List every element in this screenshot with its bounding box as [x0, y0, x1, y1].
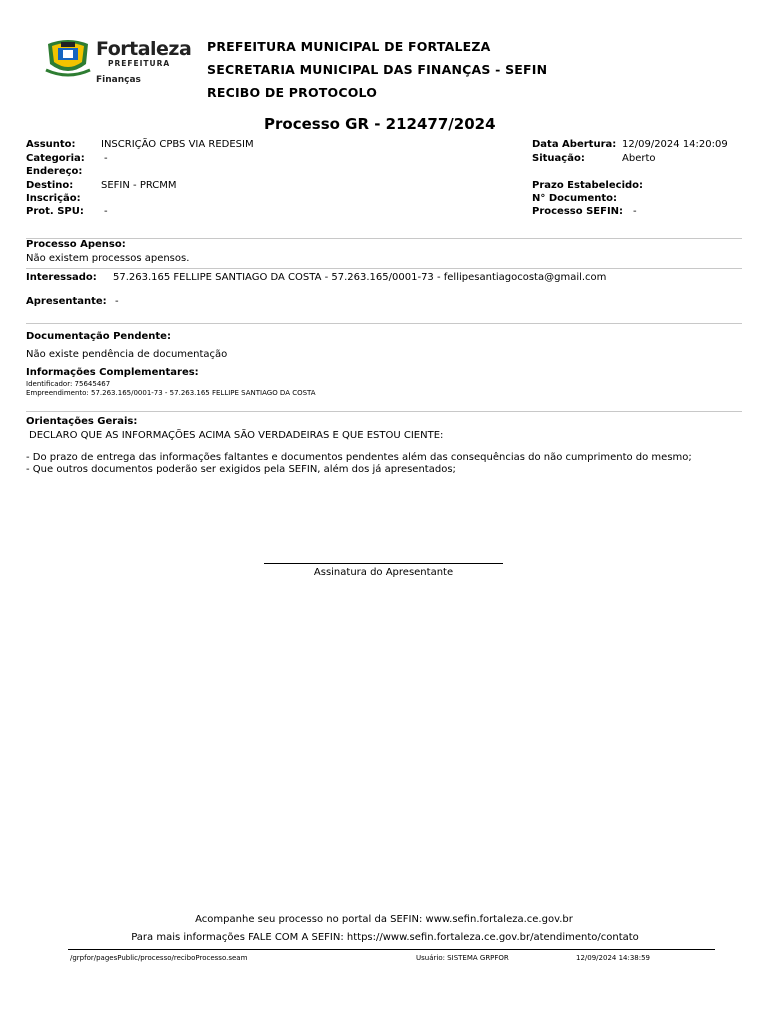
orientacoes-label: Orientações Gerais:: [26, 416, 138, 427]
interessado-label: Interessado:: [26, 272, 97, 283]
inscricao-label: Inscrição:: [26, 193, 81, 204]
prot-spu-label: Prot. SPU:: [26, 206, 84, 217]
header-line-1: PREFEITURA MUNICIPAL DE FORTALEZA: [207, 39, 491, 54]
doc-pendente-value: Não existe pendência de documentação: [26, 349, 228, 360]
logo-department: Finanças: [96, 75, 141, 85]
orientacoes-item-1: - Do prazo de entrega das informações faltantes e documentos pendentes além das consequências do não cumprimento do mesmo;: [26, 452, 692, 463]
signature-label: Assinatura do Apresentante: [313, 567, 454, 578]
process-title: Processo GR - 212477/2024: [264, 115, 496, 133]
apresentante-label: Apresentante:: [26, 296, 107, 307]
footer-timestamp: 12/09/2024 14:38:59: [576, 954, 651, 962]
info-empreendimento: Empreendimento: 57.263.165/0001-73 - 57.263.165 FELLIPE SANTIAGO DA COSTA: [26, 389, 316, 397]
endereco-label: Endereço:: [26, 166, 83, 177]
footer-portal-line: Acompanhe seu processo no portal da SEFIN: www.sefin.fortaleza.ce.gov.br: [195, 914, 573, 925]
divider: [26, 268, 742, 269]
coat-of-arms-icon: [44, 34, 92, 78]
categoria-value: -: [104, 153, 108, 164]
apenso-label: Processo Apenso:: [26, 239, 126, 250]
header-line-3: RECIBO DE PROTOCOLO: [207, 85, 378, 100]
categoria-label: Categoria:: [26, 153, 85, 164]
footer-divider: [68, 949, 715, 950]
doc-pendente-label: Documentação Pendente:: [26, 331, 171, 342]
header-line-2: SECRETARIA MUNICIPAL DAS FINANÇAS - SEFIN: [207, 62, 548, 77]
data-abertura-value: 12/09/2024 14:20:09: [622, 139, 728, 150]
orientacoes-declaracao: DECLARO QUE AS INFORMAÇÕES ACIMA SÃO VERDADEIRAS E QUE ESTOU CIENTE:: [29, 430, 444, 441]
apresentante-value: -: [115, 296, 119, 307]
prazo-label: Prazo Estabelecido:: [532, 180, 644, 191]
situacao-value: Aberto: [622, 153, 656, 164]
divider: [26, 411, 742, 412]
info-identificador: Identificador: 75645467: [26, 380, 111, 388]
footer-contact-line: Para mais informações FALE COM A SEFIN: https://www.sefin.fortaleza.ce.gov.br/atendimento/contato: [131, 932, 639, 943]
interessado-value: 57.263.165 FELLIPE SANTIAGO DA COSTA - 57.263.165/0001-73 - fellipesantiagocosta@gmail.com: [113, 272, 607, 283]
logo-subtitle: PREFEITURA: [108, 59, 171, 68]
orientacoes-item-2: - Que outros documentos poderão ser exigidos pela SEFIN, além dos já apresentados;: [26, 464, 456, 475]
divider: [26, 238, 742, 239]
info-complementares-label: Informações Complementares:: [26, 367, 199, 378]
apenso-value: Não existem processos apensos.: [26, 253, 190, 264]
footer-path: /grpfor/pagesPublic/processo/reciboProcesso.seam: [70, 954, 248, 962]
n-documento-label: N° Documento:: [532, 193, 618, 204]
processo-sefin-label: Processo SEFIN:: [532, 206, 624, 217]
destino-label: Destino:: [26, 180, 74, 191]
situacao-label: Situação:: [532, 153, 585, 164]
divider: [26, 323, 742, 324]
fortaleza-logo: [44, 34, 192, 90]
footer-usuario: Usuário: SISTEMA GRPFOR: [416, 954, 509, 962]
assunto-value: INSCRIÇÃO CPBS VIA REDESIM: [101, 139, 254, 150]
signature-line: [264, 563, 503, 564]
assunto-label: Assunto:: [26, 139, 76, 150]
destino-value: SEFIN - PRCMM: [101, 180, 177, 191]
data-abertura-label: Data Abertura:: [532, 139, 617, 150]
logo-wordmark: Fortaleza: [96, 38, 192, 60]
processo-sefin-value: -: [633, 206, 637, 217]
prot-spu-value: -: [104, 206, 108, 217]
